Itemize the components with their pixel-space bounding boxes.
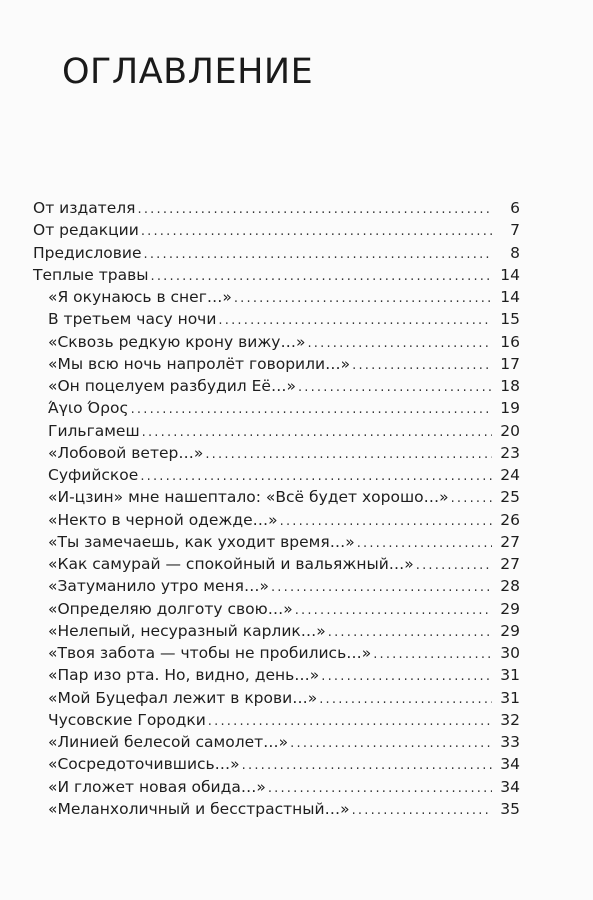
toc-entry-page-number: 18 bbox=[500, 377, 520, 395]
toc-entry[interactable] bbox=[48, 664, 520, 686]
toc-entry-title: «Ты замечаешь, как уходит время…» bbox=[48, 532, 355, 551]
toc-entry-title: «И-цзин» мне нашептало: «Всё будет хорошо…» bbox=[48, 488, 449, 507]
toc-entry[interactable] bbox=[48, 575, 520, 597]
toc-entry[interactable] bbox=[48, 598, 520, 620]
toc-entry[interactable] bbox=[33, 219, 520, 241]
toc-entry[interactable] bbox=[48, 709, 520, 731]
toc-entry-page-number: 32 bbox=[500, 710, 520, 729]
toc-entry-title: «Я окунаюсь в снег…» bbox=[48, 288, 232, 306]
dot-leader bbox=[357, 533, 492, 555]
dot-leader bbox=[321, 666, 492, 688]
toc-entry-page-number: 16 bbox=[500, 332, 520, 351]
toc-entry-title: Гильгамеш bbox=[48, 421, 140, 440]
dot-leader bbox=[205, 444, 492, 466]
toc-entry[interactable] bbox=[48, 731, 520, 753]
toc-entry-title: В третьем часу ночи bbox=[48, 310, 217, 329]
toc-entry[interactable] bbox=[48, 509, 520, 531]
toc-entry-page-number: 23 bbox=[500, 443, 520, 462]
toc-entry[interactable] bbox=[48, 620, 520, 642]
toc-entry[interactable] bbox=[48, 308, 520, 330]
toc-entry-page-number: 15 bbox=[500, 310, 520, 329]
toc-entry-title: Άγιο Όρος bbox=[48, 399, 129, 418]
toc-entry[interactable] bbox=[48, 531, 520, 553]
toc-entry-page-number: 33 bbox=[500, 733, 520, 751]
toc-entry-page-number: 6 bbox=[510, 199, 520, 217]
dot-leader bbox=[416, 555, 492, 577]
toc-entry-title: «Некто в черной одежде…» bbox=[48, 510, 278, 529]
toc-entry-title: «Мы всю ночь напролёт говорили…» bbox=[48, 354, 351, 373]
toc-entry-title: «Сквозь редкую крону вижу…» bbox=[48, 332, 306, 351]
toc-entry[interactable] bbox=[48, 486, 520, 508]
dot-leader bbox=[143, 244, 492, 266]
toc-entry-title: «Мой Буцефал лежит в крови…» bbox=[48, 688, 318, 707]
dot-leader bbox=[280, 511, 492, 533]
page-title: ОГЛАВЛЕНИЕ bbox=[62, 52, 314, 92]
toc-entry-title: «Затуманило утро меня…» bbox=[48, 577, 269, 596]
dot-leader bbox=[141, 221, 492, 243]
toc-entry[interactable] bbox=[48, 353, 520, 375]
dot-leader bbox=[218, 310, 492, 332]
toc-entry-page-number: 34 bbox=[500, 755, 520, 774]
dot-leader bbox=[352, 800, 492, 822]
toc-entry[interactable] bbox=[48, 331, 520, 353]
toc-entry-title: «Определяю долготу свою…» bbox=[48, 599, 293, 618]
toc-entry-page-number: 14 bbox=[500, 288, 520, 306]
toc-entry[interactable] bbox=[33, 242, 520, 264]
toc-entry[interactable] bbox=[48, 687, 520, 709]
dot-leader bbox=[319, 689, 492, 711]
toc-entry-page-number: 31 bbox=[500, 688, 520, 707]
toc-entry-page-number: 29 bbox=[500, 621, 520, 640]
toc-entry-title: «Как самурай — спокойный и вальяжный…» bbox=[48, 555, 414, 573]
dot-leader bbox=[208, 711, 492, 733]
toc-entry-page-number: 34 bbox=[500, 777, 520, 796]
toc-entry[interactable] bbox=[33, 264, 520, 286]
toc-entry[interactable] bbox=[33, 197, 520, 219]
toc-entry-page-number: 29 bbox=[500, 599, 520, 618]
toc-entry[interactable] bbox=[48, 464, 520, 486]
toc-entry-title: «Нелепый, несуразный карлик…» bbox=[48, 621, 326, 640]
dot-leader bbox=[328, 622, 492, 644]
toc-entry-page-number: 19 bbox=[500, 399, 520, 418]
toc-entry-title: «Твоя забота — чтобы не пробились…» bbox=[48, 644, 372, 662]
dot-leader bbox=[271, 577, 492, 599]
toc-entry-page-number: 27 bbox=[500, 555, 520, 573]
toc-entry-title: Предисловие bbox=[33, 243, 142, 262]
toc-entry[interactable] bbox=[48, 776, 520, 798]
dot-leader bbox=[131, 399, 492, 421]
toc-entry-title: «Линией белесой самолет…» bbox=[48, 733, 289, 751]
toc-entry[interactable] bbox=[48, 553, 520, 575]
toc-entry-page-number: 35 bbox=[500, 799, 520, 818]
toc-entry[interactable] bbox=[48, 642, 520, 664]
toc-entry[interactable] bbox=[48, 286, 520, 308]
toc-entry-page-number: 28 bbox=[500, 577, 520, 596]
toc-entry-page-number: 14 bbox=[500, 265, 520, 284]
toc-entry-title: Суфийское bbox=[48, 466, 139, 484]
toc-entry-page-number: 26 bbox=[500, 510, 520, 529]
toc-entry-page-number: 7 bbox=[510, 221, 520, 240]
toc-entry[interactable] bbox=[48, 798, 520, 820]
dot-leader bbox=[137, 199, 492, 221]
dot-leader bbox=[298, 377, 492, 399]
dot-leader bbox=[268, 778, 492, 800]
toc-entry-page-number: 30 bbox=[500, 644, 520, 662]
toc-entry[interactable] bbox=[48, 442, 520, 464]
toc-entry-title: От редакции bbox=[33, 221, 139, 240]
toc-entry-title: «Сосредоточившись…» bbox=[48, 755, 240, 774]
toc-entry-title: Чусовские Городки bbox=[48, 710, 206, 729]
toc-entry-title: От издателя bbox=[33, 199, 136, 217]
toc-entry-page-number: 31 bbox=[500, 666, 520, 685]
dot-leader bbox=[373, 644, 492, 666]
dot-leader bbox=[151, 266, 493, 288]
toc-entry-title: Теплые травы bbox=[33, 265, 149, 284]
toc-entry-page-number: 17 bbox=[500, 354, 520, 373]
toc-entry-page-number: 27 bbox=[500, 532, 520, 551]
dot-leader bbox=[242, 755, 492, 777]
toc-entry-page-number: 24 bbox=[500, 466, 520, 484]
dot-leader bbox=[234, 288, 492, 310]
dot-leader bbox=[142, 422, 492, 444]
dot-leader bbox=[352, 355, 492, 377]
toc-entry-page-number: 25 bbox=[500, 488, 520, 507]
toc-entry[interactable] bbox=[48, 397, 520, 419]
dot-leader bbox=[140, 466, 492, 488]
toc-entry-page-number: 20 bbox=[500, 421, 520, 440]
toc-entry[interactable] bbox=[48, 420, 520, 442]
toc-entry-title: «Пар изо рта. Но, видно, день…» bbox=[48, 666, 320, 685]
toc-entry-title: «Меланхоличный и бесстрастный…» bbox=[48, 799, 350, 818]
toc-entry[interactable] bbox=[48, 375, 520, 397]
toc-entry[interactable] bbox=[48, 753, 520, 775]
toc-entry-title: «Лобовой ветер…» bbox=[48, 443, 204, 462]
toc-entry-title: «И гложет новая обида…» bbox=[48, 777, 266, 796]
dot-leader bbox=[451, 488, 492, 510]
toc-entry-title: «Он поцелуем разбудил Её…» bbox=[48, 377, 296, 395]
dot-leader bbox=[290, 733, 492, 755]
dot-leader bbox=[307, 333, 492, 355]
dot-leader bbox=[295, 600, 492, 622]
toc-entry-page-number: 8 bbox=[510, 243, 520, 262]
